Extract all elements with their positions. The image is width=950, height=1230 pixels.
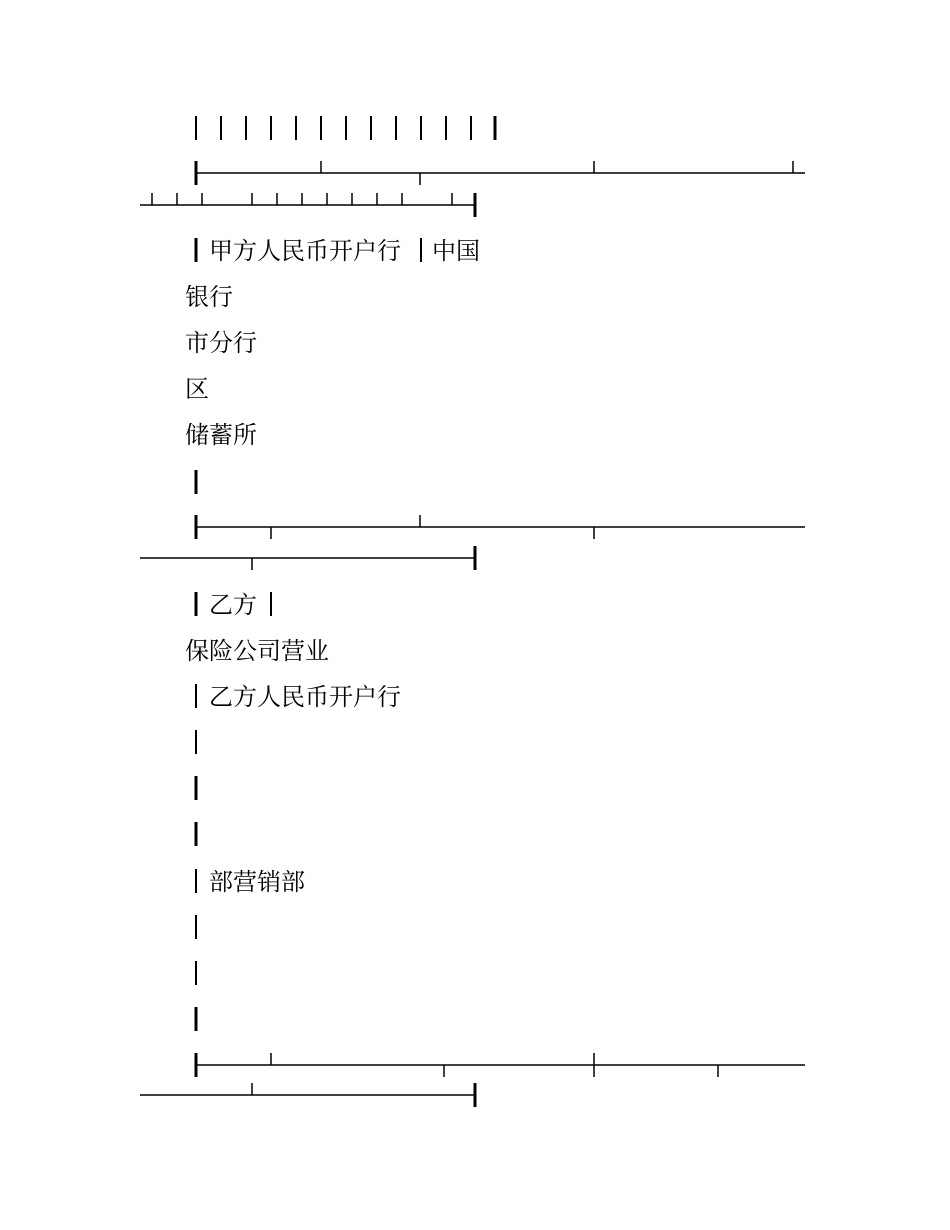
savings-office: 储蓄所: [185, 421, 257, 449]
party-b-label: 乙方: [209, 591, 257, 619]
insurance-company-business: 保险公司营业: [185, 637, 329, 665]
district: 区: [185, 375, 209, 403]
bank-name-prefix: 中国: [432, 237, 480, 265]
table-rule-4: [140, 546, 475, 570]
column-markers-top: [196, 116, 495, 140]
marketing-department: 部营销部: [209, 868, 305, 896]
table-rule-1: [196, 161, 805, 185]
city-branch: 市分行: [185, 329, 257, 357]
table-rule-5: [196, 1053, 805, 1077]
bank-suffix: 银行: [185, 283, 233, 311]
table-rule-6: [140, 1083, 475, 1107]
party-b-rmb-bank-label: 乙方人民币开户行: [209, 683, 401, 711]
party-a-rmb-bank-label: 甲方人民币开户行: [209, 237, 401, 265]
table-rule-3: [196, 515, 805, 539]
table-rule-2: [140, 193, 475, 217]
